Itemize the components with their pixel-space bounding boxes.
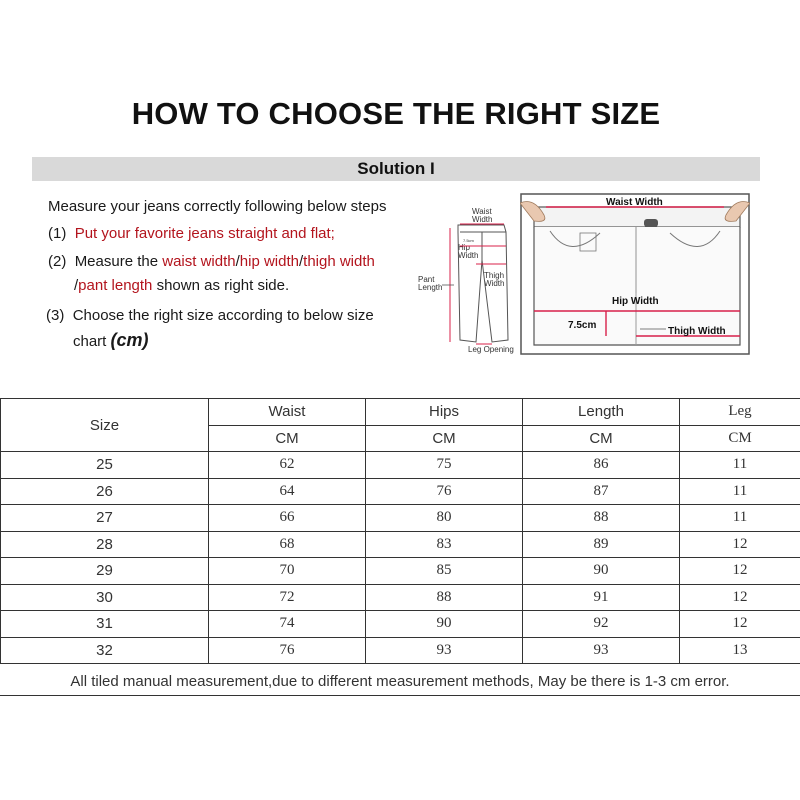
step-1 [48,222,335,246]
sd-waist-label-2: Width [472,215,493,224]
table-row [1,452,800,479]
step-3 [46,304,374,328]
unit-leg: CM [680,425,800,452]
cell-leg: 12 [680,531,800,558]
cell-leg: 11 [680,478,800,505]
header-length: Length [523,399,680,426]
cell-size: 28 [1,531,209,558]
step-2-slash-2: / [298,253,304,270]
cell-hips: 88 [366,584,523,611]
cell-hips: 85 [366,558,523,585]
cell-waist: 76 [209,637,366,664]
steps-intro: Measure your jeans correctly following below steps [48,198,387,215]
table-row [1,505,800,532]
unit-hips: CM [366,425,523,452]
cell-size: 32 [1,637,209,664]
bd-rise-label: 7.5cm [568,320,597,331]
step-3-text: Choose the right size according to below size [72,307,374,324]
cell-waist: 72 [209,584,366,611]
cell-size: 25 [1,452,209,479]
step-1-text: Put your favorite jeans straight and flat; [74,225,335,242]
sd-pant-label-2: Length [418,283,443,292]
step-2-number: (2) [48,253,67,270]
cell-length: 91 [523,584,680,611]
step-2 [48,250,375,274]
table-row [1,611,800,638]
cell-length: 90 [523,558,680,585]
jeans-measure-diagram [520,193,750,355]
jeans-sketch-diagram [414,200,524,358]
bottom-rule [0,695,800,696]
cell-length: 86 [523,452,680,479]
cell-waist: 64 [209,478,366,505]
table-row [1,531,800,558]
step-3-number: (3) [46,307,65,324]
header-hips: Hips [366,399,523,426]
size-chart-table [0,398,800,664]
sd-leg-label: Leg Opening [468,345,514,354]
cell-waist: 62 [209,452,366,479]
cell-leg: 11 [680,505,800,532]
cell-leg: 12 [680,558,800,585]
step-3-cm: (cm) [110,330,149,350]
cell-waist: 74 [209,611,366,638]
cell-size: 29 [1,558,209,585]
step-2-pant: pant length [78,277,153,294]
bd-thigh-label: Thigh Width [668,326,726,337]
sd-thigh-label: Thigh [484,271,505,280]
cell-hips: 83 [366,531,523,558]
page-title: HOW TO CHOOSE THE RIGHT SIZE [131,96,661,131]
sd-pant-label: Pant [418,275,435,284]
cell-waist: 70 [209,558,366,585]
cell-size: 26 [1,478,209,505]
cell-leg: 13 [680,637,800,664]
bd-waist-label: Waist Width [606,197,663,208]
cell-hips: 80 [366,505,523,532]
step-2-slash-3: / [74,277,79,294]
sd-thigh-label-2: Width [484,279,505,288]
cell-hips: 93 [366,637,523,664]
step-3-chart: chart [73,333,107,350]
unit-length: CM [523,425,680,452]
cell-leg: 11 [680,452,800,479]
cell-waist: 66 [209,505,366,532]
table-header-row [1,399,800,426]
cell-length: 87 [523,478,680,505]
step-1-number: (1) [48,225,67,242]
cell-size: 31 [1,611,209,638]
table-row [1,584,800,611]
cell-length: 92 [523,611,680,638]
cell-hips: 76 [366,478,523,505]
unit-waist: CM [209,425,366,452]
step-2-waist: waist width [162,253,236,270]
bd-hip-label: Hip Width [612,296,659,307]
sd-waist-label: Waist [472,207,492,216]
header-waist: Waist [209,399,366,426]
sd-hip-label-2: Width [458,251,479,260]
table-row [1,478,800,505]
solution-bar: Solution I [32,157,760,181]
step-2-post: shown as right side. [156,277,290,294]
step-2-hip: hip width [239,253,299,270]
sd-hip-label: Hip [458,243,471,252]
measurement-note: All tiled manual measurement,due to different measurement methods, May be there is 1-3 cm error. [70,673,730,690]
cell-leg: 12 [680,584,800,611]
step-2-pre: Measure the [74,253,159,270]
step-2-slash-1: / [235,253,240,270]
cell-size: 30 [1,584,209,611]
step-3-cont [73,328,149,354]
cell-length: 89 [523,531,680,558]
cell-hips: 90 [366,611,523,638]
cell-size: 27 [1,505,209,532]
table-row [1,637,800,664]
cell-length: 93 [523,637,680,664]
step-2-cont [74,274,289,298]
table-row [1,558,800,585]
cell-length: 88 [523,505,680,532]
cell-leg: 12 [680,611,800,638]
header-leg: Leg [680,399,800,426]
cell-hips: 75 [366,452,523,479]
sd-rise-label: 7.5cm [463,238,474,243]
cell-waist: 68 [209,531,366,558]
step-2-thigh: thigh width [303,253,375,270]
header-size: Size [1,399,209,452]
